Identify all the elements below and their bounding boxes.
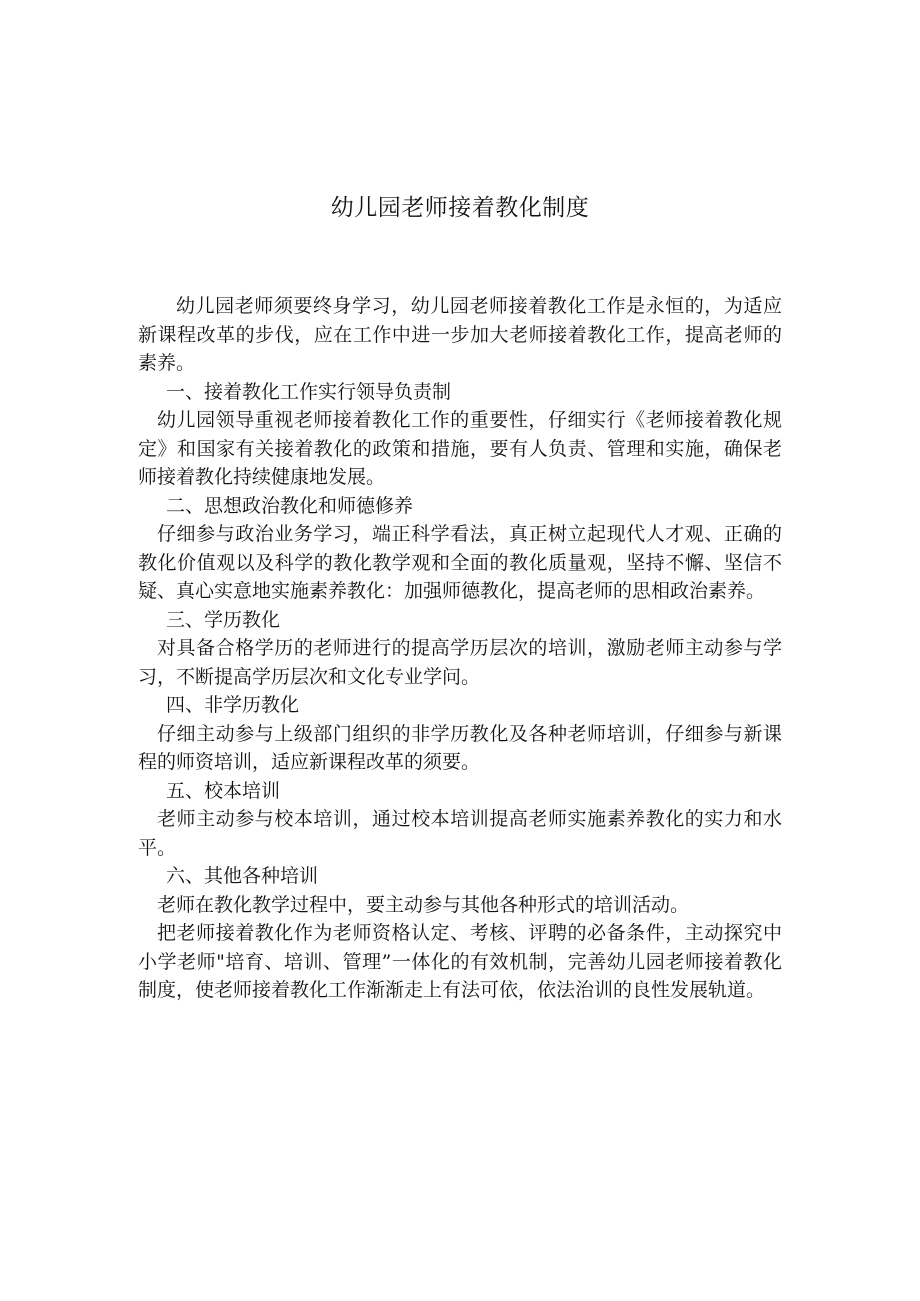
section-heading: 五、校本培训 <box>166 779 281 802</box>
section-paragraph: 对具备合格学历的老师进行的提高学历层次的培训，激励老师主动参与学习，不断提高学历层次和文化专业学问。 <box>138 637 782 688</box>
section-heading: 一、接着教化工作实行领导负责制 <box>166 380 452 403</box>
closing-paragraph: 把老师接着教化作为老师资格认定、考核、评聘的必备条件，主动探究中小学老师"培育、培训、管理”一体化的有效机制，完善幼儿园老师接着教化制度，使老师接着教化工作渐渐走上有法可依，依法治训的良性发展轨道。 <box>138 922 782 1001</box>
section-heading: 四、非学历教化 <box>166 694 300 716</box>
section-paragraph: 老师主动参与校本培训，通过校本培训提高老师实施素养教化的实力和水平。 <box>138 808 782 859</box>
intro-paragraph: 幼儿园老师须要终身学习，幼儿园老师接着教化工作是永恒的，为适应新课程改革的步伐，应在工作中进一步加大老师接着教化工作，提高老师的素养。 <box>138 295 782 374</box>
section-paragraph: 仔细参与政治业务学习，端正科学看法，真正树立起现代人才观、正确的教化价值观以及科学的教化教学观和全面的教化质量观，坚持不懈、坚信不疑、真心实意地实施素养教化：加强师德教化，提高老师的思相政治素养。 <box>138 523 782 602</box>
section-heading: 三、学历教化 <box>166 608 281 631</box>
document-title: 幼儿园老师接着教化制度 <box>330 195 590 221</box>
section-paragraph: 幼儿园领导重视老师接着教化工作的重要性，仔细实行《老师接着教化规定》和国家有关接着教化的政策和措施，要有人负责、管理和实施，确保老师接着教化持续健康地发展。 <box>138 409 782 488</box>
section-paragraph: 老师在教化教学过程中，要主动参与其他各种形式的培训活动。 <box>157 893 690 916</box>
section-paragraph: 仔细主动参与上级部门组织的非学历教化及各种老师培训，仔细参与新课程的师资培训，适应新课程改革的须要。 <box>138 722 782 773</box>
section-heading: 二、思想政治教化和师德修养 <box>166 494 414 517</box>
section-heading: 六、其他各种培训 <box>166 865 319 887</box>
document-body <box>138 292 782 1005</box>
